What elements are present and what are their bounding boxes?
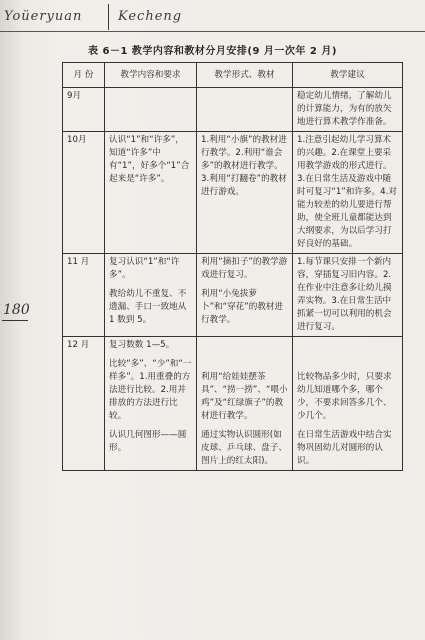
table-title: 表 6－1 教学内容和教材分月安排(9 月一次年 2 月) — [88, 46, 337, 57]
form-text: 利用“小兔拔萝卜”和“穿花”的教材进行教学。 — [201, 289, 284, 325]
advice-text: 1.注意引起幼儿学习算术的兴趣。2.在课堂上要采用教学游戏的形式进行。3.在日常生活及游戏中随时可复习“1”和许多。4.对能力较差的幼儿要进行帮助，使全班儿童都能达到大纲要求，为以后学习打好良好的基础。 — [297, 135, 397, 249]
content-text: 复习数数 1—5。 — [109, 340, 175, 350]
teaching-plan-table — [62, 62, 403, 471]
advice-text: 比较物品多少时，只要求幼儿知道哪个多，哪个少，不要求回答多几个、少几个。 — [297, 372, 392, 421]
content-text: 教给幼儿不重复、不遗漏、手口一致地从 1 数到 5。 — [109, 289, 187, 325]
content-cell — [105, 337, 197, 471]
page-number-rule — [2, 320, 28, 321]
form-cell — [197, 88, 293, 132]
advice-text: 在日常生活游戏中结合实物巩固幼儿对圆形的认识。 — [297, 430, 392, 466]
month-cell: 11 月 — [63, 254, 105, 337]
content-cell — [105, 88, 197, 132]
form-text: 通过实物认识圆形(如皮球、乒乓球、盘子、图片上的红太阳)。 — [201, 430, 287, 466]
table-header-row — [63, 63, 403, 88]
advice-text — [297, 339, 398, 365]
advice-text: 稳定幼儿情绪，了解幼儿的计算能力，为有的放矢地进行算术教学作准备。 — [297, 91, 392, 127]
header-right-logo: Kecheng — [118, 9, 183, 24]
column-header-advice: 教学建议 — [293, 63, 403, 88]
advice-cell — [293, 88, 403, 132]
page-number: 180 — [3, 302, 30, 318]
advice-text: 1.每节课只安排一个新内容，穿插复习旧内容。2.在作业中注意多让幼儿摸弄实物。3.在日常生活中抓紧一切可以利用的机会进行复习。 — [297, 257, 392, 332]
form-text: 利用“给娃娃摆茶具”、“捞一捞”、“喂小鸡”及“红绿旗子”的教材进行教学。 — [201, 372, 288, 421]
advice-cell — [293, 254, 403, 337]
advice-cell — [293, 132, 403, 254]
form-cell — [197, 132, 293, 254]
running-header — [0, 0, 425, 34]
table-row-october — [63, 132, 403, 254]
form-cell — [197, 254, 293, 337]
column-header-content: 教学内容和要求 — [105, 63, 197, 88]
month-cell: 12 月 — [63, 337, 105, 471]
content-text: 认识几何图形——圆形。 — [109, 430, 187, 453]
advice-cell — [293, 337, 403, 471]
table-row-december — [63, 337, 403, 471]
content-text: 复习认识“1”和“许多”。 — [109, 257, 180, 280]
table-row-november — [63, 254, 403, 337]
form-cell — [197, 337, 293, 471]
header-divider — [108, 4, 109, 30]
content-text: 认识“1”和“许多”，知道“许多”中有“1”，好多个“1”合起来是“许多”。 — [109, 135, 190, 184]
form-text: 利用“摘扣子”的教学游戏进行复习。 — [201, 257, 288, 280]
month-cell: 10月 — [63, 132, 105, 254]
content-text: 比较“多”、“少”和“一样多”。1.用重叠的方法进行比较。2.用并排放的方法进行比较。 — [109, 359, 192, 421]
form-text: 1.利用“小旗”的教材进行教学。2.利用“谁会多”的教材进行教学。3.利用“打翻卷”的教材进行游戏。 — [201, 135, 287, 197]
content-cell — [105, 254, 197, 337]
header-rule — [0, 31, 425, 32]
form-text — [201, 339, 288, 365]
content-cell — [105, 132, 197, 254]
table-row-september — [63, 88, 403, 132]
column-header-month: 月 份 — [63, 63, 105, 88]
column-header-form: 教学形式、教材 — [197, 63, 293, 88]
header-left-logo: Yoüeryuan — [4, 9, 83, 24]
month-cell: 9月 — [63, 88, 105, 132]
